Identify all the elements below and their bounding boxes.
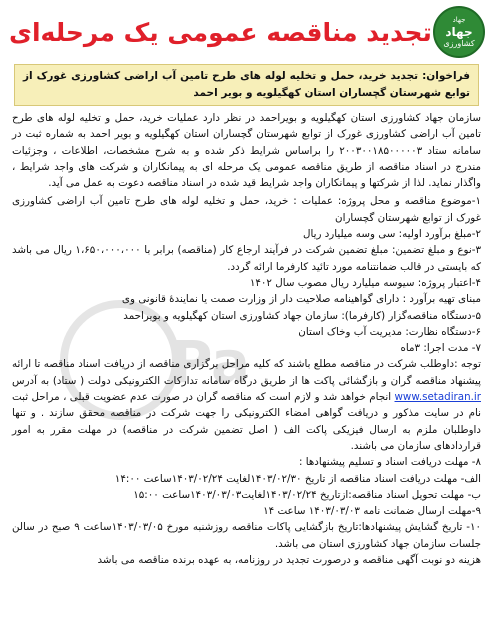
item-basis: مبنای تهیه برآورد : دارای گواهینامه صلاحیت دار از وزارت صمت یا نمایندۀ قانونی وی xyxy=(121,293,481,306)
item-deadline-b: ب- مهلت تحویل اسناد مناقصه:ازتاریخ ۱۴۰۳/۰۲/۲۴لغایت۱۴۰۳/۰۳/۰۳ساعت ۱۵:۰۰ xyxy=(133,488,481,501)
call-summary-text: فراخوان: تجدید خرید، حمل و تخلیه لوله های طرح تامین آب اراضی کشاورزی غورک از توابع شهرستان گچساران استان کهگیلویه و بویر احمد xyxy=(23,70,470,99)
note-text-b: انجام خواهد شد و لازم است که مناقصه گران در صورت عدم عضویت قبلی ، مراحل ثبت نام در سایت مذکور و دریافت گواهی امضاء الکترونیکی را جهت شرکت در مناقصه محقق سازند . و تنها داوطلبان ملزم به ارسال فیزیکی پاکت الف ( اصل تضمین شرکت در مناقصه) در مهلت مقرر به امور قراردادهای سازمان می باشند. xyxy=(12,391,481,452)
note-text-a: توجه :داوطلب شرکت در مناقصه مطلع باشند که کلیه مراحل برگزاری مناقصه از دریافت اسناد مناقصه تا ارائه پیشنهاد مناقصه گران و بازگشائی پاکت ها از طریق درگاه سامانه تدارکات الکترونیکی دولت ( ستاد) به آدرس xyxy=(12,358,481,387)
item-supervisor: ۶-دستگاه نظارت: مدیریت آب وخاک استان xyxy=(298,325,481,338)
watermark-text: Pa xyxy=(170,328,251,396)
call-summary-box xyxy=(14,64,479,106)
item-estimate: ۲-مبلغ برآورد اولیه: سی وسه میلیارد ریال xyxy=(302,228,481,241)
ministry-logo xyxy=(433,6,485,58)
item-credit: ۴-اعتبار پروژه: سیوسه میلیارد ریال مصوب سال ۱۴۰۲ xyxy=(249,276,481,289)
setad-link[interactable]: www.setadiran.ir xyxy=(394,391,481,404)
item-deadline-a: الف- مهلت دریافت اسناد مناقصه از تاریخ ۱۴۰۳/۰۲/۳۰لغایت ۱۴۰۳/۰۲/۲۴ساعت ۱۴:۰۰ xyxy=(114,472,481,485)
intro-paragraph: سازمان جهاد کشاورزی استان کهگیلویه و بویراحمد در نظر دارد عملیات خرید، حمل و تخلیه لوله های طرح تامین آب اراضی کشاورزی غورک از توابع شهرستان گچساران استان کهگیلویه و بویر احمد به شماره ثبت در سامانه ستاد ۲۰۰۳۰۰۱۸۵۰۰۰۰۰۳ را براساس شرایط ذکر شده و به شرح مشخصات، اطلاعات ، وجزئیات مندرج در اسناد مناقصه از طریق مناقصه عمومی یک مرحله ای به پیمانکاران و شرکت های واجد شرایط ، واگذار نماید. لذا از شرکتها و پیمانکاران واجد شرایط قید شده در اسناد مناقصه دعوت به عمل می آید. xyxy=(12,112,481,190)
logo-main-text: جهاد xyxy=(445,24,473,39)
notice-body xyxy=(12,110,481,636)
item-deadlines: ۸- مهلت دریافت اسناد و تسلیم پیشنهادها : xyxy=(298,456,481,469)
item-opening: ۱۰- تاریخ گشایش پیشنهادها:تاریخ بازگشایی پاکات مناقصه روزشنبه مورخ ۱۴۰۳/۰۳/۰۵ساعت ۹ صبح در سالن جلسات سازمان جهاد کشاورزی استان می باشد. xyxy=(12,521,481,550)
item-employer: ۵-دستگاه مناقصه‌گزار (کارفرما): سازمان جهاد کشاورزی استان کهگیلویه و بویراحمد xyxy=(123,309,481,322)
note-paragraph xyxy=(12,356,481,454)
logo-sub-text: کشاورزی xyxy=(443,38,475,48)
logo-top-text: جهاد xyxy=(452,15,466,24)
item-subject: ۱-موضوع مناقصه و محل پروژه: عملیات : خرید، حمل و تخلیه لوله های طرح تامین آب اراضی کشاورزی غورک از توابع شهرستان گچساران xyxy=(12,195,481,224)
footer-note: هزینه دو نوبت آگهی مناقصه و درصورت تجدید در روزنامه، به عهده برنده مناقصه می باشد xyxy=(97,554,481,567)
item-duration: ۷- مدت اجرا: ۳ماه xyxy=(400,342,481,355)
header xyxy=(0,0,493,64)
item-guarantee-deadline: ۹-مهلت ارسال ضمانت نامه ۱۴۰۳/۰۳/۰۳ ساعت ۱۴ xyxy=(263,505,481,518)
page-title: تجدید مناقصه عمومی یک مرحله‌ای xyxy=(9,17,432,47)
item-guarantee: ۳-نوع و مبلغ تضمین: مبلغ تضمین شرکت در فرآیند ارجاع کار (مناقصه) برابر با ۱،۶۵۰،۰۰۰،۰۰۰ ریال می باشد که بایستی در قالب ضمانتنامه مورد تائید کارفرما ارائه گردد. xyxy=(12,244,481,273)
